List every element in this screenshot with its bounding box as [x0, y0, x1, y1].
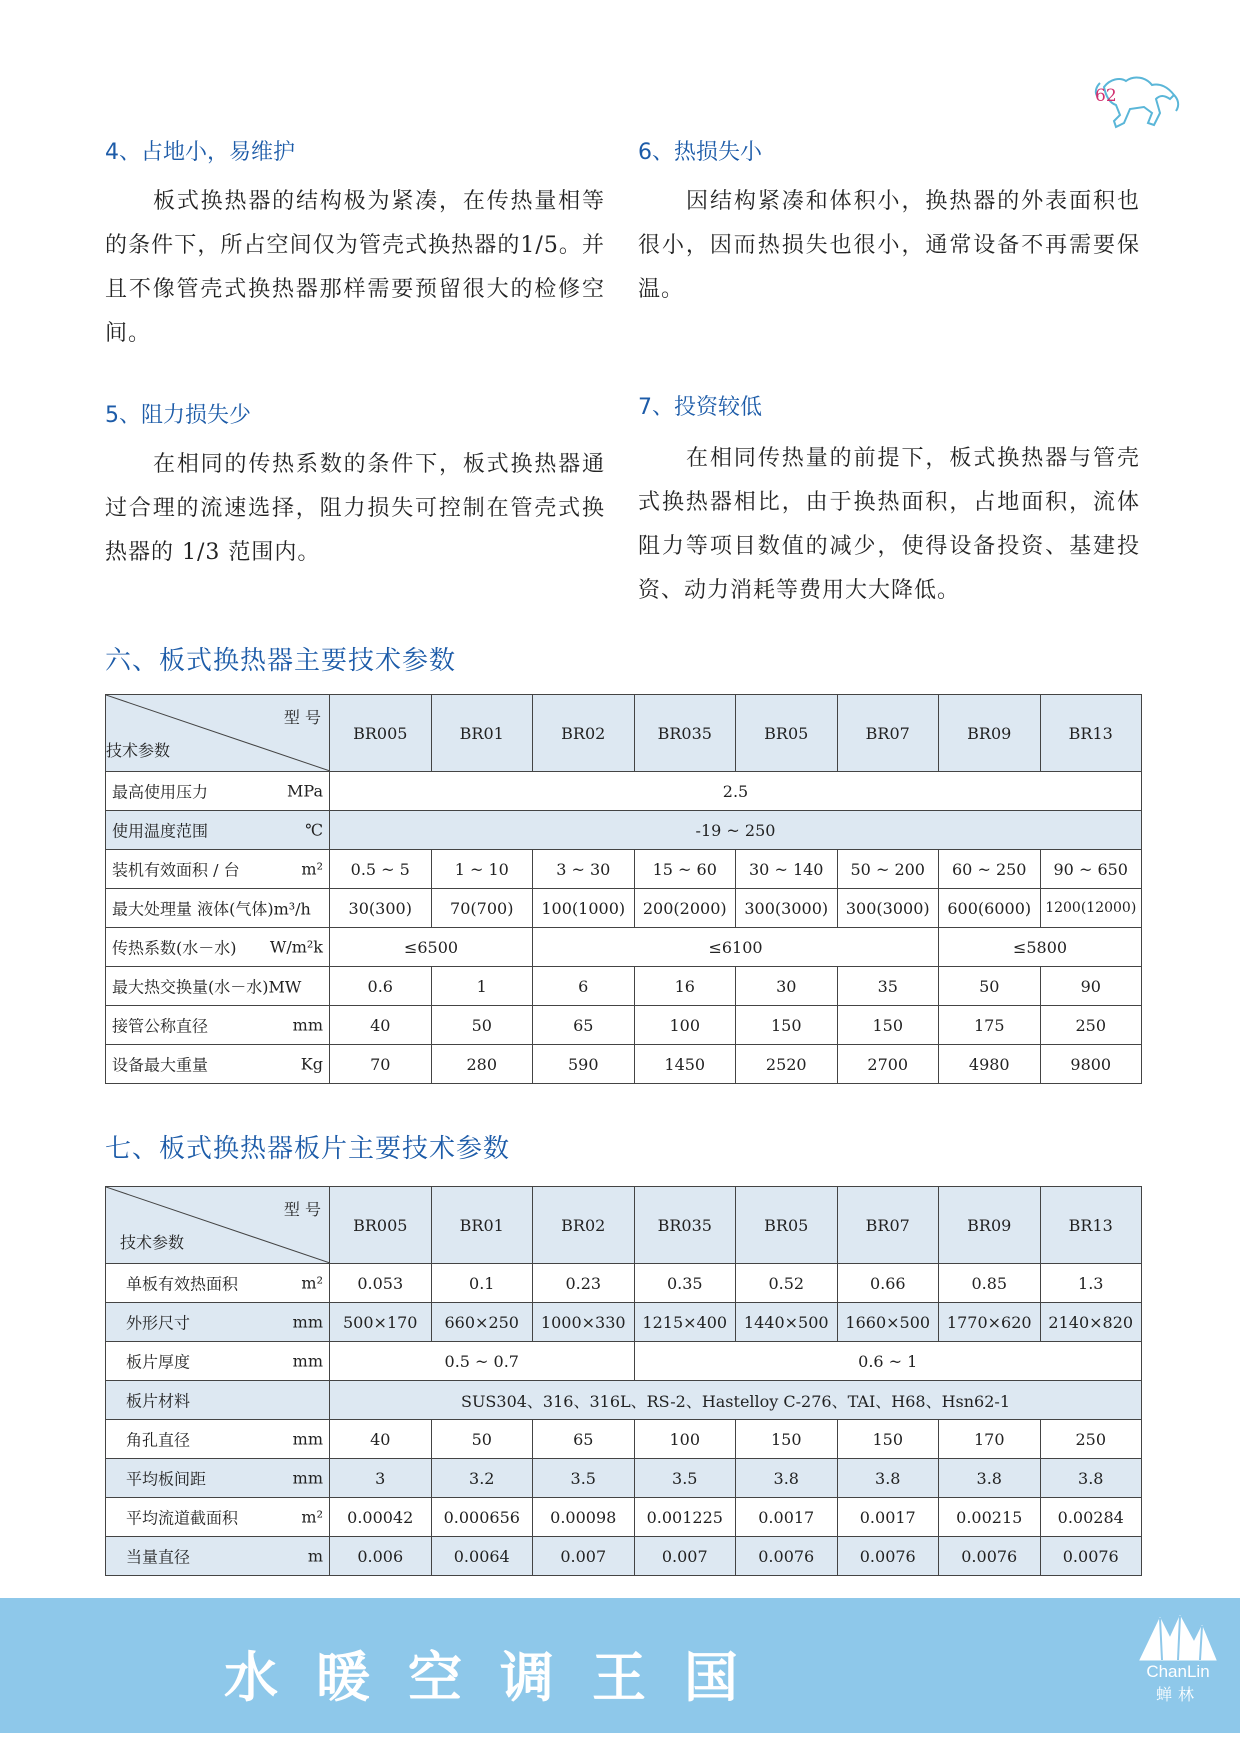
value-cell: 0.23: [533, 1264, 635, 1303]
value-cell: 150: [837, 1420, 939, 1459]
value-cell: SUS304、316、316L、RS-2、Hastelloy C-276、TAI、H68、Hsn62-1: [330, 1381, 1142, 1420]
table-row: [106, 967, 1142, 1006]
model-header-cell: BR005: [330, 695, 432, 772]
table1-title: 六、板式换热器主要技术参数: [105, 646, 457, 676]
value-cell: 300(3000): [837, 889, 939, 928]
row-unit: MPa: [287, 781, 323, 801]
value-cell: 0.0017: [837, 1498, 939, 1537]
value-cell: 100: [634, 1420, 736, 1459]
value-cell: 3.8: [1040, 1459, 1142, 1498]
row-label: 单板有效热面积: [126, 1274, 239, 1294]
section-heading-6: 6、热损失小: [638, 140, 762, 165]
table2-title: 七、板式换热器板片主要技术参数: [105, 1134, 511, 1164]
value-cell: 2140×820: [1040, 1303, 1142, 1342]
table-row: [106, 1381, 1142, 1420]
brand-name-cn: 蝉林: [1155, 1685, 1200, 1704]
row-unit: m²: [301, 859, 323, 879]
value-cell: 6: [533, 967, 635, 1006]
value-cell: 0.6 ~ 1: [634, 1342, 1142, 1381]
corner-param-label: 技术参数: [106, 741, 171, 760]
value-cell: 30(300): [330, 889, 432, 928]
value-cell: 40: [330, 1420, 432, 1459]
page-number: 62: [1095, 86, 1117, 106]
value-cell: 1 ~ 10: [431, 850, 533, 889]
value-cell: 90: [1040, 967, 1142, 1006]
row-label-cell: [106, 850, 330, 889]
table-row: [106, 1498, 1142, 1537]
table-row: [106, 850, 1142, 889]
row-unit: W/m²k: [269, 937, 323, 957]
value-cell: 0.5 ~ 5: [330, 850, 432, 889]
value-cell: 1200(12000): [1040, 889, 1142, 928]
value-cell: 1450: [634, 1045, 736, 1084]
value-cell: 15 ~ 60: [634, 850, 736, 889]
value-cell: 280: [431, 1045, 533, 1084]
table-corner-cell: [106, 695, 330, 772]
row-unit: m²: [301, 1507, 323, 1527]
row-label-cell: [106, 1420, 330, 1459]
row-unit: m²: [301, 1273, 323, 1293]
row-label: 外形尺寸: [126, 1313, 191, 1333]
row-unit: mm: [292, 1351, 323, 1371]
value-cell: 1215×400: [634, 1303, 736, 1342]
table-corner-cell: [106, 1187, 330, 1264]
row-label: 板片厚度: [126, 1352, 191, 1372]
model-header-cell: BR07: [837, 695, 939, 772]
value-cell: 0.0076: [736, 1537, 838, 1576]
value-cell: 3.8: [837, 1459, 939, 1498]
main-spec-table: [105, 694, 1142, 1084]
value-cell: 60 ~ 250: [939, 850, 1041, 889]
value-cell: 0.00098: [533, 1498, 635, 1537]
value-cell: 3.5: [533, 1459, 635, 1498]
row-label: 装机有效面积 / 台: [112, 860, 240, 880]
row-label-cell: [106, 1045, 330, 1084]
corner-model-label: 型 号: [283, 1200, 321, 1219]
row-label-cell: [106, 1537, 330, 1576]
row-label: 平均流道截面积: [126, 1508, 239, 1528]
value-cell: 30 ~ 140: [736, 850, 838, 889]
value-cell: 600(6000): [939, 889, 1041, 928]
row-label-cell: [106, 1459, 330, 1498]
row-label: 传热系数(水－水): [112, 938, 237, 958]
row-label: 最大处理量 液体(气体)m³/h: [112, 899, 311, 919]
value-cell: 150: [736, 1420, 838, 1459]
table-header-row: [106, 1187, 1142, 1264]
value-cell: 150: [837, 1006, 939, 1045]
model-header-cell: BR13: [1040, 1187, 1142, 1264]
section-body-7: 在相同传热量的前提下，板式换热器与管壳式换热器相比，由于换热面积，占地面积，流体阻力等项目数值的减少，使得设备投资、基建投资、动力消耗等费用大大降低。: [638, 446, 1140, 603]
value-cell: 0.006: [330, 1537, 432, 1576]
value-cell: 0.0076: [837, 1537, 939, 1576]
value-cell: 590: [533, 1045, 635, 1084]
row-label: 设备最大重量: [112, 1055, 209, 1075]
value-cell: 200(2000): [634, 889, 736, 928]
value-cell: 250: [1040, 1420, 1142, 1459]
value-cell: 1.3: [1040, 1264, 1142, 1303]
model-header-cell: BR01: [431, 695, 533, 772]
value-cell: 0.000656: [431, 1498, 533, 1537]
row-label-cell: [106, 1303, 330, 1342]
table-row: [106, 1420, 1142, 1459]
model-header-cell: BR05: [736, 695, 838, 772]
brand-logo: [1128, 1612, 1228, 1705]
value-cell: 3: [330, 1459, 432, 1498]
table-row: [106, 1045, 1142, 1084]
value-cell: 65: [533, 1420, 635, 1459]
model-header-cell: BR035: [634, 1187, 736, 1264]
value-cell: 0.00042: [330, 1498, 432, 1537]
value-cell: 0.52: [736, 1264, 838, 1303]
table-row: [106, 1537, 1142, 1576]
table-row: [106, 1459, 1142, 1498]
value-cell: ≤6100: [533, 928, 939, 967]
value-cell: 0.00284: [1040, 1498, 1142, 1537]
row-label-cell: [106, 928, 330, 967]
value-cell: ≤6500: [330, 928, 533, 967]
table-header-row: [106, 695, 1142, 772]
value-cell: 1660×500: [837, 1303, 939, 1342]
row-unit: ℃: [305, 820, 323, 840]
corner-model-label: 型 号: [283, 708, 321, 727]
table-row: [106, 928, 1142, 967]
model-header-cell: BR02: [533, 695, 635, 772]
plate-spec-table: [105, 1186, 1142, 1576]
row-unit: Kg: [300, 1054, 323, 1074]
row-label: 板片材料: [126, 1391, 191, 1411]
value-cell: 0.0017: [736, 1498, 838, 1537]
value-cell: 4980: [939, 1045, 1041, 1084]
value-cell: 40: [330, 1006, 432, 1045]
value-cell: 70: [330, 1045, 432, 1084]
value-cell: 0.35: [634, 1264, 736, 1303]
value-cell: 2520: [736, 1045, 838, 1084]
value-cell: 16: [634, 967, 736, 1006]
section-body-5: 在相同的传热系数的条件下，板式换热器通过合理的流速选择，阻力损失可控制在管壳式换热器的 1/3 范围内。: [105, 452, 605, 565]
row-label: 角孔直径: [126, 1430, 191, 1450]
corner-param-label: 技术参数: [120, 1233, 185, 1252]
value-cell: 0.0076: [939, 1537, 1041, 1576]
model-header-cell: BR09: [939, 695, 1041, 772]
model-header-cell: BR13: [1040, 695, 1142, 772]
model-header-cell: BR005: [330, 1187, 432, 1264]
value-cell: 50: [431, 1420, 533, 1459]
table-row: [106, 1303, 1142, 1342]
row-label-cell: [106, 1342, 330, 1381]
row-label-cell: [106, 1381, 330, 1420]
value-cell: 0.85: [939, 1264, 1041, 1303]
model-header-cell: BR09: [939, 1187, 1041, 1264]
footer-slogan: 水暖空调王国: [224, 1646, 776, 1709]
section-body-6: 因结构紧凑和体积小，换热器的外表面积也很小，因而热损失也很小，通常设备不再需要保温。: [638, 189, 1140, 302]
value-cell: 0.007: [533, 1537, 635, 1576]
brand-name-en: ChanLin: [1146, 1662, 1210, 1681]
value-cell: 3.5: [634, 1459, 736, 1498]
row-label-cell: [106, 967, 330, 1006]
row-label-cell: [106, 811, 330, 850]
value-cell: 2700: [837, 1045, 939, 1084]
value-cell: 3 ~ 30: [533, 850, 635, 889]
section-heading-5: 5、阻力损失少: [105, 403, 251, 428]
row-label: 平均板间距: [126, 1469, 207, 1489]
value-cell: 250: [1040, 1006, 1142, 1045]
table-row: [106, 1006, 1142, 1045]
value-cell: 0.001225: [634, 1498, 736, 1537]
value-cell: 300(3000): [736, 889, 838, 928]
section-heading-7: 7、投资较低: [638, 395, 762, 420]
value-cell: 50 ~ 200: [837, 850, 939, 889]
bottom-margin: [0, 1733, 1240, 1754]
value-cell: 3.8: [939, 1459, 1041, 1498]
model-header-cell: BR05: [736, 1187, 838, 1264]
value-cell: 9800: [1040, 1045, 1142, 1084]
value-cell: 3.8: [736, 1459, 838, 1498]
row-unit: mm: [292, 1468, 323, 1488]
row-label-cell: [106, 1498, 330, 1537]
value-cell: 1000×330: [533, 1303, 635, 1342]
value-cell: 0.0076: [1040, 1537, 1142, 1576]
value-cell: 0.1: [431, 1264, 533, 1303]
value-cell: 1: [431, 967, 533, 1006]
value-cell: 100(1000): [533, 889, 635, 928]
value-cell: 65: [533, 1006, 635, 1045]
row-unit: mm: [292, 1312, 323, 1332]
value-cell: 150: [736, 1006, 838, 1045]
table-row: [106, 811, 1142, 850]
value-cell: 30: [736, 967, 838, 1006]
row-label: 当量直径: [126, 1547, 191, 1567]
row-label: 最高使用压力: [112, 782, 209, 802]
value-cell: 3.2: [431, 1459, 533, 1498]
value-cell: 175: [939, 1006, 1041, 1045]
value-cell: 50: [939, 967, 1041, 1006]
section-body-4: 板式换热器的结构极为紧凑，在传热量相等的条件下，所占空间仅为管壳式换热器的1/5。并且不像管壳式换热器那样需要预留很大的检修空间。: [105, 189, 605, 346]
row-label: 使用温度范围: [112, 821, 209, 841]
row-unit: mm: [292, 1429, 323, 1449]
value-cell: 1440×500: [736, 1303, 838, 1342]
value-cell: -19 ~ 250: [330, 811, 1142, 850]
value-cell: 0.0064: [431, 1537, 533, 1576]
row-label-cell: [106, 1006, 330, 1045]
value-cell: 100: [634, 1006, 736, 1045]
value-cell: 0.00215: [939, 1498, 1041, 1537]
value-cell: 0.053: [330, 1264, 432, 1303]
table-row: [106, 772, 1142, 811]
value-cell: 0.007: [634, 1537, 736, 1576]
value-cell: 35: [837, 967, 939, 1006]
row-label-cell: [106, 889, 330, 928]
row-label: 最大热交换量(水－水)MW: [112, 977, 302, 997]
row-unit: m: [307, 1546, 323, 1566]
value-cell: 2.5: [330, 772, 1142, 811]
value-cell: 70(700): [431, 889, 533, 928]
row-label-cell: [106, 1264, 330, 1303]
value-cell: 500×170: [330, 1303, 432, 1342]
value-cell: 170: [939, 1420, 1041, 1459]
model-header-cell: BR035: [634, 695, 736, 772]
table-row: [106, 1264, 1142, 1303]
model-header-cell: BR07: [837, 1187, 939, 1264]
model-header-cell: BR02: [533, 1187, 635, 1264]
model-header-cell: BR01: [431, 1187, 533, 1264]
value-cell: 0.66: [837, 1264, 939, 1303]
value-cell: ≤5800: [939, 928, 1142, 967]
table-row: [106, 1342, 1142, 1381]
value-cell: 1770×620: [939, 1303, 1041, 1342]
row-label-cell: [106, 772, 330, 811]
row-unit: mm: [292, 1015, 323, 1035]
value-cell: 90 ~ 650: [1040, 850, 1142, 889]
value-cell: 660×250: [431, 1303, 533, 1342]
value-cell: 0.5 ~ 0.7: [330, 1342, 635, 1381]
value-cell: 50: [431, 1006, 533, 1045]
chanlin-mountain-logo-icon: [1138, 1612, 1218, 1662]
value-cell: 0.6: [330, 967, 432, 1006]
table-row: [106, 889, 1142, 928]
row-label: 接管公称直径: [112, 1016, 209, 1036]
section-heading-4: 4、占地小，易维护: [105, 140, 295, 165]
